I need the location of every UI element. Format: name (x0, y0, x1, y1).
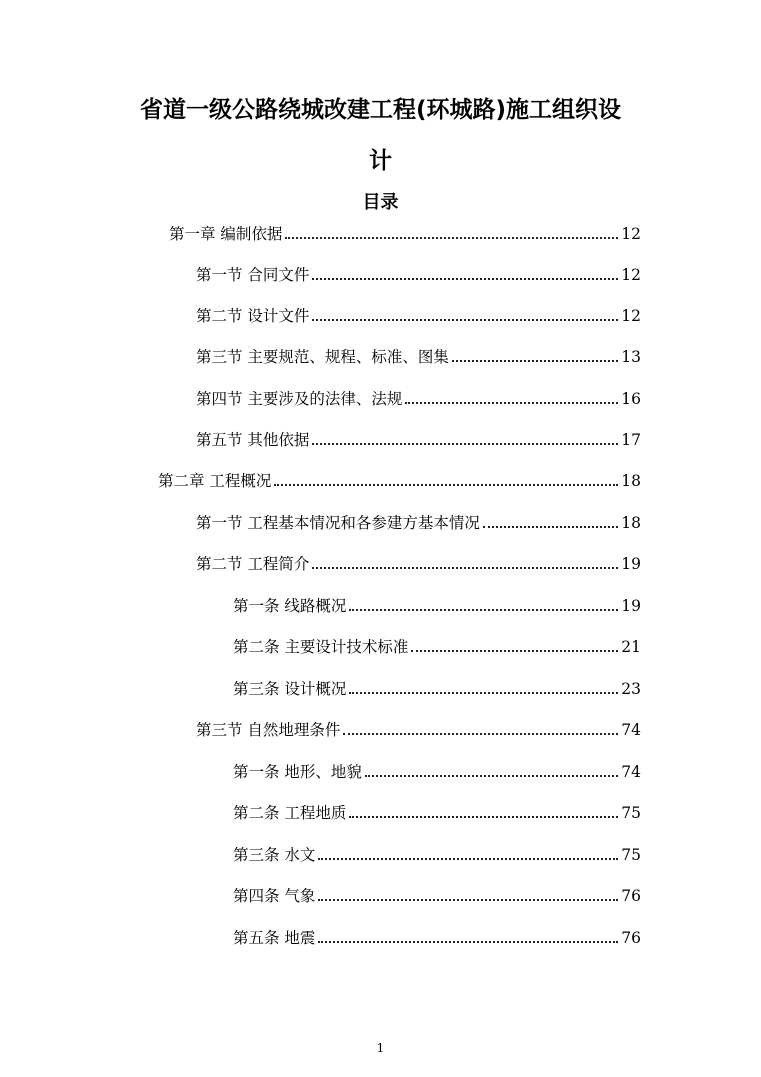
toc-entry-section[interactable] (196, 426, 641, 450)
page-number: 1 (376, 1041, 385, 1055)
toc-entry-page: 19 (621, 597, 641, 615)
toc-leader-dots (349, 815, 618, 818)
toc-entry-article[interactable] (233, 675, 641, 699)
toc-entry-label: 第四条 气象 (233, 887, 316, 905)
toc-entry-label: 第四节 主要涉及的法律、法规 (196, 390, 403, 408)
toc-entry-page: 74 (621, 721, 641, 739)
toc-entry-article[interactable] (233, 882, 641, 906)
toc-entry-page: 75 (621, 804, 641, 822)
toc-entry-page: 18 (621, 472, 641, 490)
toc-leader-dots (318, 857, 618, 860)
toc-leader-dots (483, 525, 618, 528)
toc-entry-section[interactable] (196, 550, 641, 574)
toc-entry-label: 第二节 设计文件 (196, 307, 310, 325)
toc-entry-label: 第二节 工程简介 (196, 555, 310, 573)
toc-entry-label: 第一节 合同文件 (196, 266, 310, 284)
toc-leader-dots (312, 318, 618, 321)
toc-entry-label: 第二条 工程地质 (233, 804, 347, 822)
toc-entry-label: 第三条 设计概况 (233, 680, 347, 698)
toc-entry-page: 16 (621, 390, 641, 408)
toc-entry-section[interactable] (196, 343, 641, 367)
toc-entry-section[interactable] (196, 716, 641, 740)
toc-entry-page: 18 (621, 514, 641, 532)
toc-entry-label: 第五条 地震 (233, 929, 316, 947)
toc-entry-section[interactable] (196, 385, 641, 409)
toc-leader-dots (312, 442, 618, 445)
toc-entry-page: 74 (621, 763, 641, 781)
toc-leader-dots (312, 566, 618, 569)
toc-leader-dots (285, 236, 618, 239)
toc-entry-section[interactable] (196, 261, 641, 285)
toc-entry-label: 第一条 地形、地貌 (233, 763, 362, 781)
toc-entry-label: 第一节 工程基本情况和各参建方基本情况 (196, 514, 480, 532)
document-title-line-1: 省道一级公路绕城改建工程(环城路)施工组织设 (139, 97, 622, 123)
toc-heading: 目录 (362, 192, 399, 213)
toc-entry-article[interactable] (233, 633, 641, 657)
toc-leader-dots (411, 649, 618, 652)
toc-leader-dots (343, 732, 618, 735)
toc-entry-chapter[interactable] (158, 467, 641, 491)
toc-entry-label: 第一章 编制依据 (169, 225, 283, 243)
toc-entry-page: 23 (621, 680, 641, 698)
toc-entry-label: 第三条 水文 (233, 846, 316, 864)
toc-entry-page: 76 (621, 929, 641, 947)
toc-entry-article[interactable] (233, 592, 641, 616)
toc-entry-label: 第二章 工程概况 (158, 472, 272, 490)
toc-entry-page: 17 (621, 431, 641, 449)
toc-leader-dots (274, 483, 618, 486)
toc-entry-label: 第五节 其他依据 (196, 431, 310, 449)
toc-leader-dots (312, 277, 618, 280)
toc-leader-dots (365, 774, 618, 777)
toc-entry-page: 12 (621, 266, 641, 284)
toc-leader-dots (349, 691, 618, 694)
toc-entry-page: 13 (621, 348, 641, 366)
toc-entry-article[interactable] (233, 799, 641, 823)
toc-entry-page: 75 (621, 846, 641, 864)
toc-entry-page: 19 (621, 555, 641, 573)
toc-entry-label: 第三节 主要规范、规程、标准、图集 (196, 348, 449, 366)
toc-leader-dots (452, 359, 618, 362)
toc-leader-dots (349, 608, 618, 611)
toc-entry-section[interactable] (196, 509, 641, 533)
toc-entry-label: 第二条 主要设计技术标准 (233, 638, 409, 656)
toc-entry-page: 21 (621, 638, 641, 656)
toc-entry-label: 第三节 自然地理条件 (196, 721, 341, 739)
toc-entry-page: 12 (621, 307, 641, 325)
toc-entry-article[interactable] (233, 758, 641, 782)
toc-leader-dots (405, 401, 618, 404)
toc-entry-chapter[interactable] (169, 220, 641, 244)
document-title-line-2: 计 (369, 148, 392, 174)
toc-entry-page: 76 (621, 887, 641, 905)
toc-entry-section[interactable] (196, 302, 641, 326)
toc-entry-article[interactable] (233, 841, 641, 865)
toc-entry-article[interactable] (233, 924, 641, 948)
toc-leader-dots (318, 898, 618, 901)
toc-entry-page: 12 (621, 225, 641, 243)
toc-leader-dots (318, 940, 618, 943)
toc-entry-label: 第一条 线路概况 (233, 597, 347, 615)
